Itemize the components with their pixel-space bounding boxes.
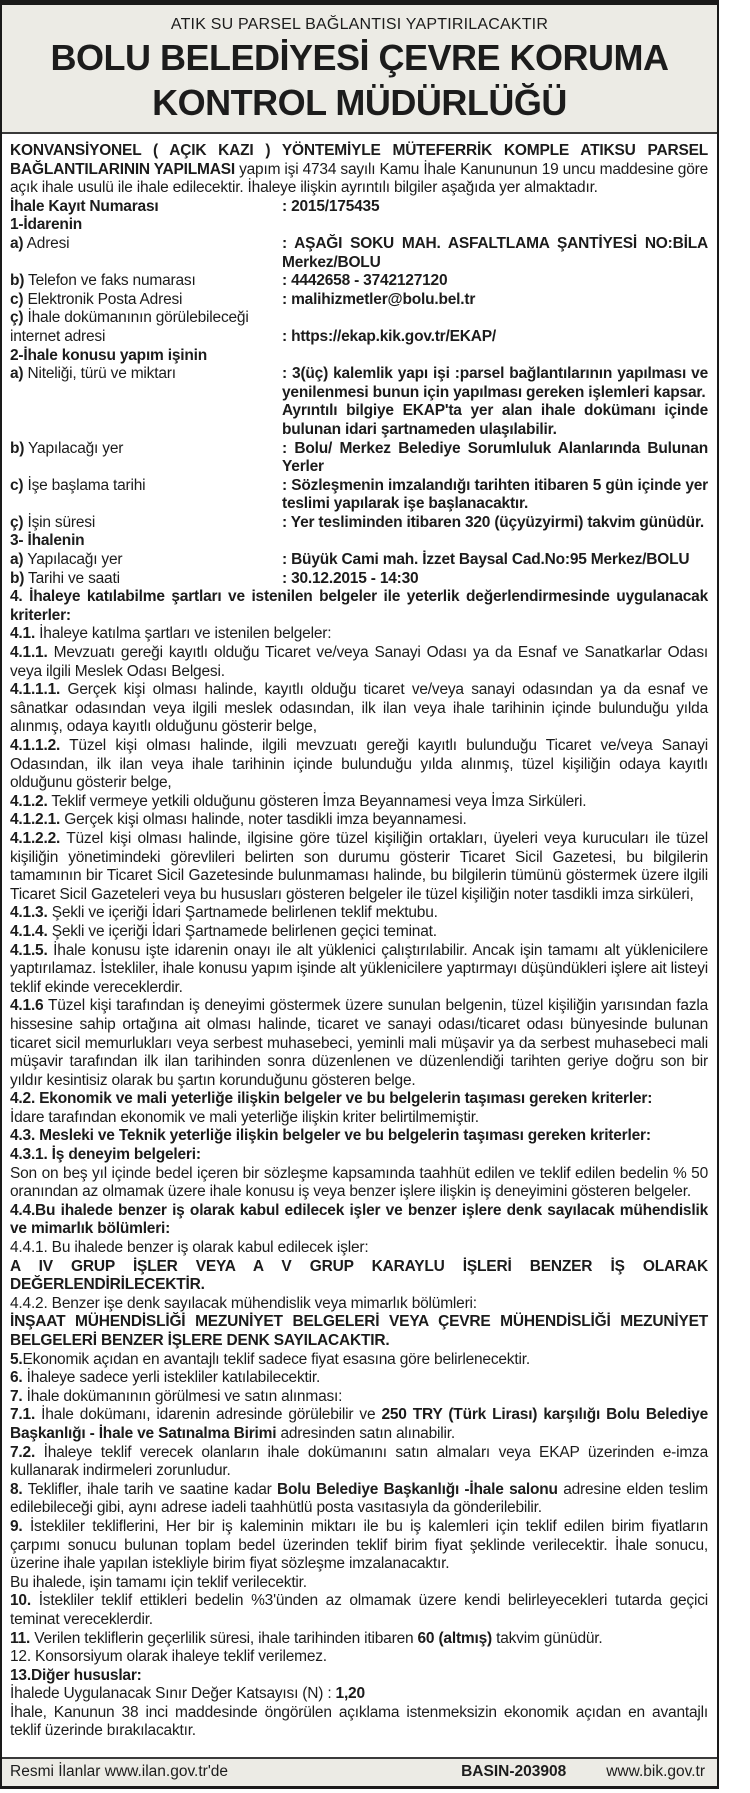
field-prefix: c) — [10, 476, 24, 494]
clause-text: takvim günüdür. — [491, 1629, 603, 1647]
clause-text: İdare tarafından ekonomik ve mali yeterliğe ilişkin kriter belirtilmemiştir. — [10, 1108, 479, 1126]
clause-4-1-2-1 — [10, 811, 708, 830]
field-label-text: İşin süresi — [23, 513, 96, 531]
footer-basin-no: BASIN-203908 — [461, 1763, 567, 1780]
field-value: : 4442658 - 3742127120 — [282, 272, 448, 290]
clause-text: Bu ihalede, işin tamamı için teklif verilecektir. — [10, 1573, 307, 1591]
section-1-heading: 1-İdarenin — [10, 216, 83, 234]
notice-body — [2, 134, 717, 1757]
clause-text: İhale konusu işte idarenin onayı ile alt yüklenici çalıştırılabilir. Ancak işin tamamı alt yüklenicilere yaptırılamaz. İstekliler, ihale konusu yapım işinde alt yüklenicilere yaptırmayı düşündükleri işlere ait listeyi teklif ekinde vereceklerdir. — [10, 941, 708, 996]
clause-text: 4.1. — [10, 625, 36, 643]
clause-4-3 — [10, 1127, 708, 1146]
clause-text: 4.4.Bu ihalede benzer iş olarak kabul edilecek işler ve benzer işlere denk sayılacak mühendislik ve mimarlık bölümleri: — [10, 1201, 708, 1238]
clause-text: 4.1.1. — [10, 644, 48, 662]
section-3-heading: 3- İhalenin — [10, 532, 85, 550]
field-value-line2: Ayrıntılı bilgiye EKAP'ta yer alan ihale dokümanı içinde bulunan idari şartnameden ulaşılabilir. — [282, 402, 708, 438]
field-label — [10, 570, 282, 589]
clause-text: İhalede Uygulanacak Sınır Değer Katsayısı (N) : — [10, 1685, 336, 1703]
field-value: : malihizmetler@bolu.bel.tr — [282, 290, 476, 308]
clause-text: 4.1.2. — [10, 792, 48, 810]
field-row-adresi — [10, 235, 708, 272]
field-value: : https://ekap.kik.gov.tr/EKAP/ — [282, 327, 496, 345]
clause-4-1-4 — [10, 923, 708, 942]
field-prefix: a) — [10, 551, 24, 569]
field-row-ise-baslama — [10, 477, 708, 514]
clause-4-4-1 — [10, 1239, 708, 1258]
field-row-internet-adresi — [10, 309, 708, 346]
clause-text: Ekonomik açıdan en avantajlı teklif sadece fiyat esasına göre belirlenecektir. — [22, 1350, 530, 1368]
field-value-line1: : 3(üç) kalemlik yapı işi :parsel bağlantılarının yapılması ve yenilenmesi bunun için yapılması gereken işlemleri kapsar. — [282, 365, 708, 401]
clause-4 — [10, 588, 708, 625]
page-title-line1: BOLU BELEDİYESİ ÇEVRE KORUMA — [50, 37, 669, 78]
field-value: : Sözleşmenin imzalandığı tarihten itibaren 5 gün içinde yer teslimi yapılarak işe başlanacaktır. — [282, 476, 708, 513]
clause-12 — [10, 1648, 708, 1667]
field-prefix: b) — [10, 439, 25, 457]
clause-text: 4.1.1.1. — [10, 681, 61, 699]
clause-4-4 — [10, 1202, 708, 1239]
field-label-text: Yapılacağı yer — [23, 551, 123, 569]
intro-paragraph — [10, 142, 708, 198]
clause-text: A IV GRUP İŞLER VEYA A V GRUP KARAYLU İŞLERİ BENZER İŞ OLARAK DEĞERLENDİRİLECEKTİR. — [10, 1257, 708, 1294]
clause-4-1-6 — [10, 997, 708, 1090]
clause-text: İhale dokümanının görülmesi ve satın alınması: — [22, 1387, 343, 1405]
clause-text: 9. — [10, 1517, 23, 1535]
field-label-text: Elektronik Posta Adresi — [23, 290, 183, 308]
clause-4-1-3 — [10, 904, 708, 923]
field-value: : AŞAĞI SOKU MAH. ASFALTLAMA ŞANTİYESİ NO:BİLA Merkez/BOLU — [282, 234, 708, 271]
clause-13 — [10, 1667, 708, 1686]
clause-text: 13.Diğer hususlar: — [10, 1666, 142, 1684]
field-value: : 30.12.2015 - 14:30 — [282, 569, 419, 587]
field-row-ihale-tarihi — [10, 570, 708, 589]
field-prefix: b) — [10, 569, 25, 587]
clause-text: İhaleye katılma şartları ve istenilen belgeler: — [35, 625, 332, 643]
clause-text: İhale dokümanı, idarenin adresinde görülebilir ve — [35, 1406, 382, 1424]
clause-text: Tüzel kişi tarafından iş deneyimi göstermek üzere sunulan belgenin, tüzel kişiliğin yarısından fazla hissesine sahip ortağına ait olması halinde, ticaret ve sanayi odası/ticaret odası bünyesinde bulunan ticaret sicil memurlukları veya serbest muhasebeci, yeminli mali müşavir ya da serbest muhasebeci mali müşavir tarafından ilk ilan tarihinden sonra düzenlenen ve düzenlendiği tarihten geriye doğru son bir yıldır kesintisiz olarak bu şartın korunduğunu gösteren belge. — [10, 997, 708, 1089]
clause-text: İhaleye teklif verecek olanların ihale dokümanını satın almaları veya EKAP üzerinden e-imza kullanarak indirmeleri zorunludur. — [10, 1443, 708, 1480]
clause-text: 12. Konsorsiyum olarak ihaleye teklif verilemez. — [10, 1648, 327, 1666]
field-label-text: Telefon ve faks numarası — [24, 272, 196, 290]
clause-4-3-1 — [10, 1146, 708, 1165]
notice-type-line: ATIK SU PARSEL BAĞLANTISI YAPTIRILACAKTIR — [170, 16, 549, 33]
clause-text: 4.2. Ekonomik ve mali yeterliğe ilişkin belgeler ve bu belgelerin taşıması gereken kriterler: — [10, 1090, 653, 1108]
clause-text: 7.2. — [10, 1443, 36, 1461]
footer-bik-url: www.bik.gov.tr — [606, 1763, 705, 1780]
clause-4-4-2 — [10, 1295, 708, 1314]
ikn-label: İhale Kayıt Numarası — [10, 197, 159, 215]
field-label — [10, 477, 282, 514]
clause-text: adresinden satın alınabilir. — [276, 1424, 455, 1442]
clause-text: 4.1.2.1. — [10, 811, 61, 829]
field-prefix: a) — [10, 234, 24, 252]
field-row-telefon — [10, 272, 708, 291]
field-label — [10, 291, 282, 310]
clause-text: Tüzel kişi olması halinde, ilgisine göre tüzel kişiliğin ortakları, üyeleri veya kurucuları ile tüzel kişiliğin yönetimindeki görevlileri belirten son durumu gösterir Ticaret Sicil Gazetesi, bu bilgilerin tamamının bir Ticaret Sicil Gazetesinde bulunmaması halinde, bu bilgilerin tümünü göstermek üzere ilgili Ticaret Sicil Gazeteleri veya bu hususları gösteren belgeler ile tüzel kişiliğin noter tasdikli imza sirküleri, — [10, 829, 708, 903]
clause-text: 4.4.1. Bu ihalede benzer iş olarak kabul edilecek işler: — [10, 1239, 369, 1257]
clause-13-n — [10, 1685, 708, 1704]
clause-text: 4.1.1.2. — [10, 737, 61, 754]
page-title-line2: KONTROL MÜDÜRLÜĞÜ — [152, 82, 567, 123]
clause-7-2 — [10, 1444, 708, 1481]
clause-text: 4.1.3. — [10, 904, 48, 922]
field-row-ikn — [10, 198, 708, 217]
clause-text: 60 (altmış) — [417, 1629, 492, 1647]
field-value: : Bolu/ Merkez Belediye Sorumluluk Alanlarında Bulunan Yerler — [282, 439, 708, 476]
clause-text: Mevzuatı gereği kayıtlı olduğu Ticaret ve/veya Sanayi Odası ya da Esnaf ve Sanatkarlar Odası veya ilgili Meslek Odası Belgesi. — [10, 644, 708, 680]
field-label-text: İhale dokümanının görülebileceği internet adresi — [10, 309, 249, 345]
field-row-eposta — [10, 291, 708, 310]
clause-4-1-1-1 — [10, 681, 708, 737]
clause-5 — [10, 1351, 708, 1370]
clauses — [10, 588, 708, 1741]
field-label — [10, 514, 282, 533]
field-label-text: İşe başlama tarihi — [23, 476, 146, 494]
field-label — [10, 365, 282, 439]
clause-text: 4.1.6 — [10, 997, 44, 1015]
field-value — [282, 365, 708, 439]
clause-text: 5. — [10, 1350, 23, 1368]
field-label — [10, 235, 282, 272]
clause-text: 11. — [10, 1629, 31, 1647]
clause-text: İstekliler teklif ettikleri bedelin %3'ünden az olmamak üzere kendi belirleyecekleri tutarda geçici teminat vereceklerdir. — [10, 1592, 708, 1628]
clause-text: 7.1. — [10, 1406, 36, 1424]
field-prefix: c) — [10, 290, 24, 308]
clause-text: 4.1.4. — [10, 922, 48, 940]
intro-bold: KONVANSİYONEL ( AÇIK KAZI ) YÖNTEMİYLE MÜTEFERRİK KOMPLE ATIKSU PARSEL BAĞLANTILARININ YAPILMASI — [10, 142, 708, 178]
clause-text: 10. — [10, 1592, 31, 1610]
field-value: : Yer tesliminden itibaren 320 (üçyüzyirmi) takvim günüdür. — [282, 513, 705, 531]
clause-4-1-1 — [10, 644, 708, 681]
clause-text: 8. — [10, 1480, 23, 1498]
field-label-text: Yapılacağı yer — [24, 439, 124, 457]
field-row-nitelik — [10, 365, 708, 439]
clause-text: Son on beş yıl içinde bedel içeren bir sözleşme kapsamında taahhüt edilen ve teklif edilen bedelin % 50 oranından az olmamak üzere ihale konusu iş veya benzer işlere ilişkin iş deneyimini gösteren belgeler. — [10, 1164, 708, 1201]
clause-text: Gerçek kişi olması halinde, kayıtlı olduğu ticaret ve/veya sanayi odasından ya da esnaf ve sânatkar odasından veya ilgili meslek odasından, ilk ilan veya ihale tarihinin içinde bulunduğu yılda alınmış, odaya kayıtlı olduğunu gösterir belge, — [10, 681, 708, 736]
clause-4-1-1-2 — [10, 737, 708, 793]
clause-8 — [10, 1481, 708, 1518]
masthead — [2, 5, 717, 134]
clause-7-1 — [10, 1406, 708, 1443]
clause-9 — [10, 1518, 708, 1574]
clause-text: İNŞAAT MÜHENDİSLİĞİ MEZUNİYET BELGELERİ VEYA ÇEVRE MÜHENDİSLİĞİ MEZUNİYET BELGELERİ BENZER İŞLERE DENK SAYILACAKTIR. — [10, 1313, 708, 1349]
clause-text: Şekli ve içeriği İdari Şartnamede belirlenen teklif mektubu. — [47, 904, 438, 922]
clause-11 — [10, 1630, 708, 1649]
clause-text: 6. — [10, 1369, 23, 1387]
field-label — [10, 309, 282, 346]
clause-text: Şekli ve içeriği İdari Şartnamede belirlenen geçici teminat. — [47, 922, 437, 940]
field-row-isin-suresi — [10, 514, 708, 533]
ikn-value: : 2015/175435 — [282, 197, 380, 215]
clause-4-4-1-value — [10, 1258, 708, 1295]
clause-4-2-note — [10, 1109, 708, 1128]
clause-text: Teklifler, ihale tarih ve saatine kadar — [22, 1480, 278, 1498]
footer-right-group — [461, 1762, 705, 1781]
clause-text: İhaleye sadece yerli istekliler katılabilecektir. — [22, 1369, 321, 1387]
clause-text: 1,20 — [335, 1685, 365, 1703]
field-label-text: Adresi — [23, 234, 70, 252]
clause-text: 4.3. Mesleki ve Teknik yeterliğe ilişkin belgeler ve bu belgelerin taşıması gereken kriterler: — [10, 1127, 651, 1145]
clause-text: 4.1.2.2. — [10, 829, 61, 847]
field-prefix: b) — [10, 272, 25, 290]
clause-text: 4.1.5. — [10, 941, 48, 959]
clause-text: Tüzel kişi olması halinde, ilgili mevzuatı gereği kayıtlı bulunduğu Ticaret ve/veya Sanayi Odasından, ilk ilan veya ihale tarihinin içinde bulunduğu yılda alınmış, tüzel kişiliğin odaya kayıtlı olduğunu gösterir belge, — [10, 737, 708, 792]
field-prefix: ç) — [10, 309, 24, 327]
clause-7 — [10, 1388, 708, 1407]
section-2-heading: 2-İhale konusu yapım işinin — [10, 346, 208, 364]
field-label-text: Tarihi ve saati — [24, 569, 120, 587]
clause-6 — [10, 1369, 708, 1388]
clause-text: 4. İhaleye katılabilme şartları ve istenilen belgeler ile yeterlik değerlendirmesinde uygulanacak kriterler: — [10, 588, 708, 624]
clause-text: 4.3.1. İş deneyim belgeleri: — [10, 1146, 201, 1164]
clause-text: 250 TRY (Türk Lirası) karşılığı Bolu Belediye Başkanlığı - İhale ve Satınalma Birimi — [10, 1406, 709, 1442]
clause-10 — [10, 1592, 708, 1629]
footer-bar — [2, 1757, 717, 1786]
field-prefix: ç) — [10, 513, 24, 531]
field-row-ihale-yeri — [10, 551, 708, 570]
field-value: : Büyük Cami mah. İzzet Baysal Cad.No:95 Merkez/BOLU — [282, 551, 690, 569]
field-row-yapilacagi-yer — [10, 440, 708, 477]
clause-13-note — [10, 1704, 708, 1741]
clause-text: Gerçek kişi olması halinde, noter tasdikli imza beyannamesi. — [60, 811, 467, 829]
clause-4-1-2-2 — [10, 830, 708, 904]
clause-text: İstekliler tekliflerini, Her bir iş kaleminin miktarı ile bu iş kalemleri için teklif edilen birim fiyatların çarpımı sonucu bulunan toplam bedel üzerinden teklif birim fiyat şeklinde verilecektir. İhale sonucu, üzerine ihale yapılan istekliyle birim fiyat sözleşme imzalanacaktır. — [10, 1517, 708, 1573]
clause-4-1 — [10, 625, 708, 644]
clause-text: adresine elden teslim edilebileceği gibi, aynı adrese iadeli taahhütlü posta vasıtasıyla da gönderilebilir. — [10, 1480, 708, 1517]
clause-text: 4.4.2. Benzer işe denk sayılacak mühendislik veya mimarlık bölümleri: — [10, 1294, 477, 1312]
footer-resmi-ilanlar: Resmi İlanlar www.ilan.gov.tr'de — [10, 1763, 229, 1780]
field-label — [10, 272, 282, 291]
clause-4-4-2-value — [10, 1313, 708, 1350]
clause-text: Teklif vermeye yetkili olduğunu gösteren İmza Beyannamesi veya İmza Sirküleri. — [47, 792, 587, 810]
clause-4-1-5 — [10, 942, 708, 998]
intro-rest: yapım işi 4734 sayılı Kamu İhale Kanununun 19 uncu maddesine göre açık ihale usulü ile ihale edilecektir. İhaleye ilişkin ayrıntılı bilgiler aşağıda yer almaktadır. — [10, 160, 708, 197]
field-label — [10, 440, 282, 477]
clause-text: 7. — [10, 1387, 23, 1405]
clause-text: Verilen tekliflerin geçerlilik süresi, ihale tarihinden itibaren — [30, 1629, 418, 1647]
clause-9-note — [10, 1574, 708, 1593]
clause-text: Bolu Belediye Başkanlığı -İhale salonu — [277, 1480, 558, 1498]
field-label-text: Niteliği, türü ve miktarı — [23, 365, 176, 383]
field-prefix: a) — [10, 365, 24, 383]
field-label — [10, 551, 282, 570]
clause-4-1-2 — [10, 793, 708, 812]
clause-4-2 — [10, 1090, 708, 1109]
clause-4-3-1-note — [10, 1165, 708, 1202]
clause-text: İhale, Kanunun 38 inci maddesinde öngörülen açıklama istenmeksizin ekonomik açıdan en avantajlı teklif üzerinde bırakılacaktır. — [10, 1703, 708, 1740]
